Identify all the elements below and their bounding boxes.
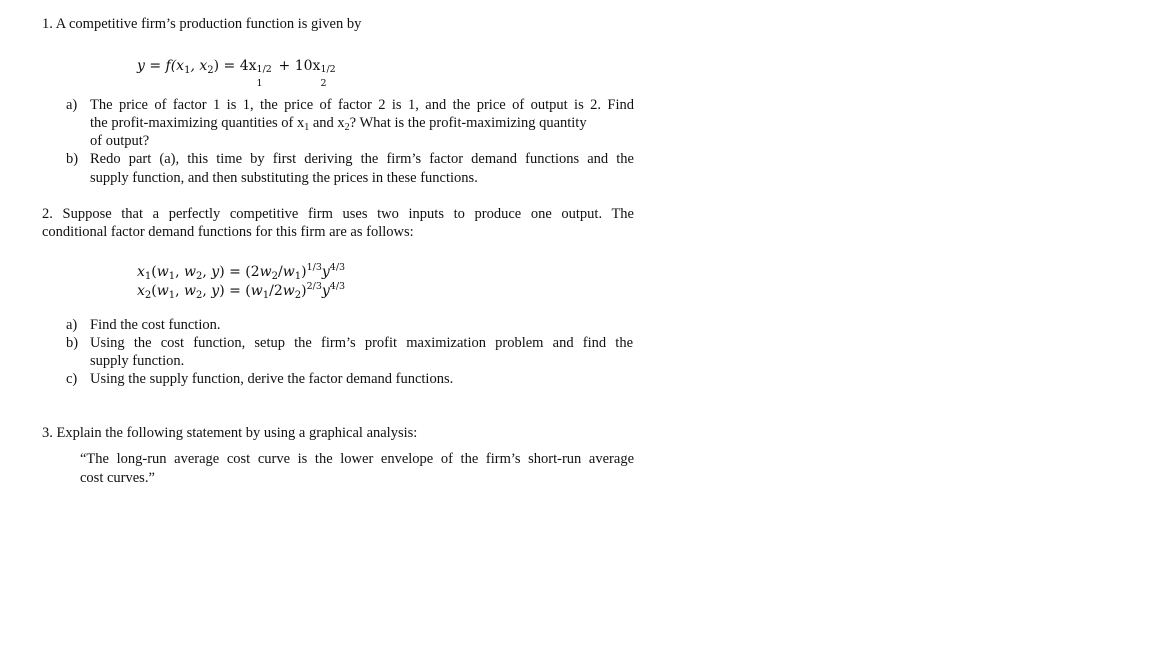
q2-part-c-line1: Using the supply function, derive the factor demand functions.: [90, 371, 454, 387]
q2-part-b-line1: Using the cost function, setup the firm’s profit maximization problem and find the: [90, 335, 633, 351]
q1-part-b-line2: supply function, and then substituting the prices in these functions.: [90, 170, 478, 186]
q3-quote-line2: cost curves.”: [80, 470, 155, 486]
q2-heading-line2: conditional factor demand functions for this firm are as follows:: [42, 224, 414, 240]
q1-part-a-marker: a): [66, 97, 78, 113]
q2-heading-line1: 2. Suppose that a perfectly competitive firm uses two inputs to produce one output. The: [42, 206, 634, 222]
q2-part-a-line1: Find the cost function.: [90, 317, 221, 333]
q2-part-b-marker: b): [66, 335, 79, 351]
q2-demand-x1: $x_1(w_1$, $w_2$, $y) = (2w_2/w_1)^{1/3}y^{4/3}$: [137, 262, 346, 282]
q3-heading: 3. Explain the following statement by using a graphical analysis:: [42, 425, 418, 441]
q1-part-a-line3: of output?: [90, 133, 150, 149]
q2-part-c-marker: c): [66, 371, 78, 387]
q1-part-a-line1: The price of factor 1 is 1, the price of factor 2 is 1, and the price of output is 2. Find: [90, 97, 634, 113]
q3-quote-line1: “The long-run average cost curve is the lower envelope of the firm’s short-run average: [80, 451, 634, 467]
q2-part-b-line2: supply function.: [90, 353, 185, 369]
q1-part-b-marker: b): [66, 151, 79, 167]
q2-demand-x2: $x_2(w_1$, $w_2$, $y) = (w_1/2w_2)^{2/3}y^{4/3}$: [137, 281, 346, 301]
q2-part-a-marker: a): [66, 317, 78, 333]
q1-heading: 1. A competitive firm’s production function is given by: [42, 16, 362, 32]
q1-part-b-line1: Redo part (a), this time by first deriving the firm’s factor demand functions and the: [90, 151, 634, 167]
q1-production-function: $y = f(x_1$, $x_2) = 4x$ 1/2 1 + 10x 1/2 2: [137, 58, 336, 89]
q1-part-a-line2: the profit-maximizing quantities of $x_1$ and $x_2$? What is the profit-maximizing quantity: [90, 115, 587, 133]
